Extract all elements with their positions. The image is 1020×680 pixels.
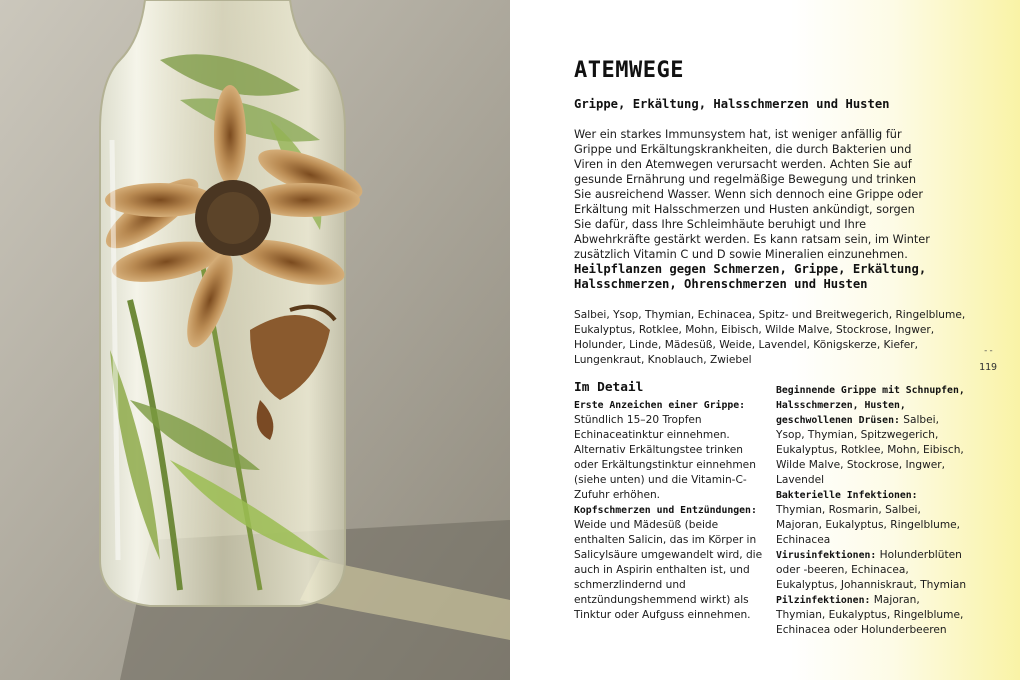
detail-entry — [776, 548, 970, 593]
detail-column-right — [776, 383, 970, 638]
detail-label: Pilzinfektionen: — [776, 595, 871, 606]
detail-title: Im Detail — [574, 380, 644, 395]
detail-text: Holunderblüten oder -beeren, Echinacea, Eukalyptus, Johanniskraut, Thymian — [776, 549, 967, 591]
detail-label: Kopfschmerzen und Entzündungen: — [574, 505, 757, 516]
herbs-heading: Heilpflanzen gegen Schmerzen, Grippe, Erkältung, Halsschmerzen, Ohrenschmerzen und Husten — [574, 262, 927, 291]
herbs-list: Salbei, Ysop, Thymian, Echinacea, Spitz- und Breitwegerich, Ringelblume, Eukalyptus, Rotklee, Mohn, Eibisch, Wilde Malve, Stockrose, Ingwer, Holunder, Linde, Mädesüß, Weide, Lavendel, Königskerze, Kiefer, Lungenkraut, Knoblauch, Zwiebel — [574, 309, 966, 366]
detail-label: Erste Anzeichen einer Grippe: — [574, 400, 746, 411]
detail-entry — [776, 593, 970, 638]
detail-label: Bakterielle Infektionen: — [776, 490, 918, 501]
detail-text: Majoran, Thymian, Eukalyptus, Ringelblume, Echinacea oder Holunderbeeren — [776, 594, 964, 636]
page-number-dash: -- — [983, 346, 994, 356]
detail-entry — [776, 488, 970, 548]
page-number: 119 — [979, 362, 998, 373]
detail-column-left — [574, 398, 768, 623]
detail-text: Thymian, Rosmarin, Salbei, Majoran, Eukalyptus, Ringelblume, Echinacea — [776, 504, 961, 546]
detail-label: Virusinfektionen: — [776, 550, 877, 561]
detail-entry — [574, 503, 768, 623]
detail-text: Stündlich 15–20 Tropfen Echinaceatinktur einnehmen. Alternativ Erkältungstee trinken oder Erkältungstinktur einnehmen (siehe unten) und die Vitamin-C-Zufuhr erhöhen. — [574, 414, 756, 501]
detail-text: Weide und Mädesüß (beide enthalten Salicin, das im Körper in Salicylsäure umgewandelt wird, die auch in Aspirin enthalten ist, und schmerzlindernd und entzündungshemmend wirkt) als Tinktur oder Aufguss einnehmen. — [574, 519, 763, 621]
page-title: ATEMWEGE — [574, 58, 684, 83]
detail-label: Beginnende Grippe mit Schnupfen, Halsschmerzen, Husten, geschwollenen Drüsen: — [776, 385, 965, 426]
page-subtitle: Grippe, Erkältung, Halsschmerzen und Husten — [574, 97, 890, 111]
detail-entry — [776, 383, 970, 488]
detail-text: Salbei, Ysop, Thymian, Spitzwegerich, Eukalyptus, Rotklee, Mohn, Eibisch, Wilde Malve, Stockrose, Ingwer, Lavendel — [776, 414, 964, 486]
text-page — [510, 0, 1020, 680]
intro-paragraph: Wer ein starkes Immunsystem hat, ist weniger anfällig für Grippe und Erkältungskrankheiten, die durch Bakterien und Viren in den Atemwegen verursacht werden. Achten Sie auf gesunde Ernährung und regelmäßige Bewegung und trinken Sie ausreichend Wasser. Wenn sich dennoch eine Grippe oder Erkältung mit Halsschmerzen und Husten ankündigt, sorgen Sie dafür, dass Ihre Schleimhäute beruhigt und Ihre Abwehrkräfte gestärkt werden. Es kann ratsam sein, im Winter zusätzlich Vitamin C und D sowie Mineralien einzunehmen. — [574, 128, 930, 261]
detail-entry — [574, 398, 768, 503]
